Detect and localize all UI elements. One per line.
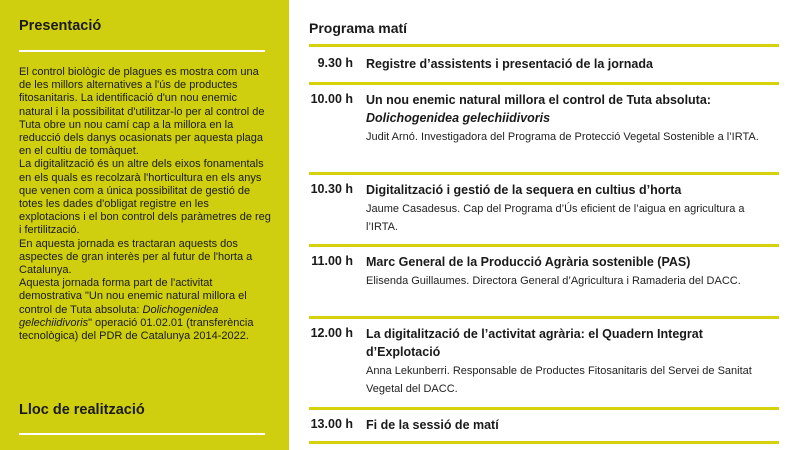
item-content — [366, 416, 771, 434]
item-content — [366, 253, 771, 290]
divider — [309, 441, 779, 444]
paragraph-text: Aquesta jornada forma part de l'activitat demostrativa "Un nou enemic natural millora el control de Tuta absoluta: — [19, 277, 247, 316]
item-content — [366, 181, 771, 236]
sidebar-panel — [0, 0, 289, 450]
item-speaker: Jaume Casadesus. Cap del Programa d’Ús eficient de l’aigua en agricultura a l’IRTA. — [366, 203, 745, 233]
paragraph-text: " operació 01.02.01 (transferència tecnològica) del PDR de Catalunya 2014-2022. — [19, 316, 254, 343]
presentation-text — [19, 66, 271, 343]
item-time: 10.00 h — [310, 92, 353, 106]
paragraph: En aquesta jornada es tractaran aquests dos aspectes de gran interès per al futur de l'horta a Catalunya. — [19, 237, 253, 277]
divider — [309, 244, 779, 247]
item-time: 12.00 h — [310, 326, 353, 340]
item-title: Fi de la sessió de matí — [366, 418, 499, 432]
item-title: Digitalització i gestió de la sequera en cultius d’horta — [366, 183, 682, 197]
paragraph: El control biològic de plagues es mostra com una de les millors alternatives a l'ús de productes fitosanitaris. La identificació d'un nou enemic natural i la possibilitat d'utilitzar-lo per al control de Tuta obre un nou camí cap a la millora en la reducció dels danys ocasionats per aquesta plaga en el cultiu de tomàquet. — [19, 66, 265, 158]
program-title: Programa matí — [309, 20, 408, 36]
item-content — [366, 91, 771, 146]
item-title: La digitalització de l’activitat agrària: el Quadern Integrat d’Explotació — [366, 327, 703, 359]
paragraph — [19, 277, 271, 343]
item-title: Registre d’assistents i presentació de la jornada — [366, 57, 653, 71]
item-speaker: Anna Lekunberri. Responsable de Productes Fitosanitaris del Servei de Sanitat Vegetal del DACC. — [366, 365, 752, 395]
item-content — [366, 325, 771, 398]
item-speaker: Elisenda Guillaumes. Directora General d’Agricultura i Ramaderia del DACC. — [366, 275, 741, 287]
item-time: 9.30 h — [317, 56, 353, 70]
paragraph: La digitalització és un altre dels eixos fonamentals en els quals es recolzarà l'horticultura en els anys que venen com a única possibilitat de gestió de totes les dades d'obligat registre en les explotacions i el bon control dels paràmetres de reg i fertilització. — [19, 158, 271, 237]
item-title: Marc General de la Producció Agrària sostenible (PAS) — [366, 255, 691, 269]
item-speaker: Judit Arnó. Investigadora del Programa de Protecció Vegetal Sostenible a l’IRTA. — [366, 131, 759, 143]
program-panel — [309, 0, 779, 450]
item-time: 11.00 h — [311, 254, 353, 268]
item-content — [366, 55, 771, 73]
presentation-heading: Presentació — [19, 18, 102, 34]
divider — [309, 82, 779, 85]
item-time: 13.00 h — [310, 417, 353, 431]
divider — [309, 44, 779, 47]
divider — [19, 433, 265, 435]
divider — [309, 407, 779, 410]
item-time: 10.30 h — [310, 182, 353, 196]
divider — [19, 50, 265, 52]
item-subtitle: Dolichogenidea gelechiidivoris — [366, 111, 551, 125]
item-title: Un nou enemic natural millora el control de Tuta absoluta: — [366, 93, 711, 107]
divider — [309, 316, 779, 319]
location-heading: Lloc de realització — [19, 402, 145, 418]
species-name: Dolichogenidea gelechiidivoris — [19, 303, 219, 329]
divider — [309, 172, 779, 175]
